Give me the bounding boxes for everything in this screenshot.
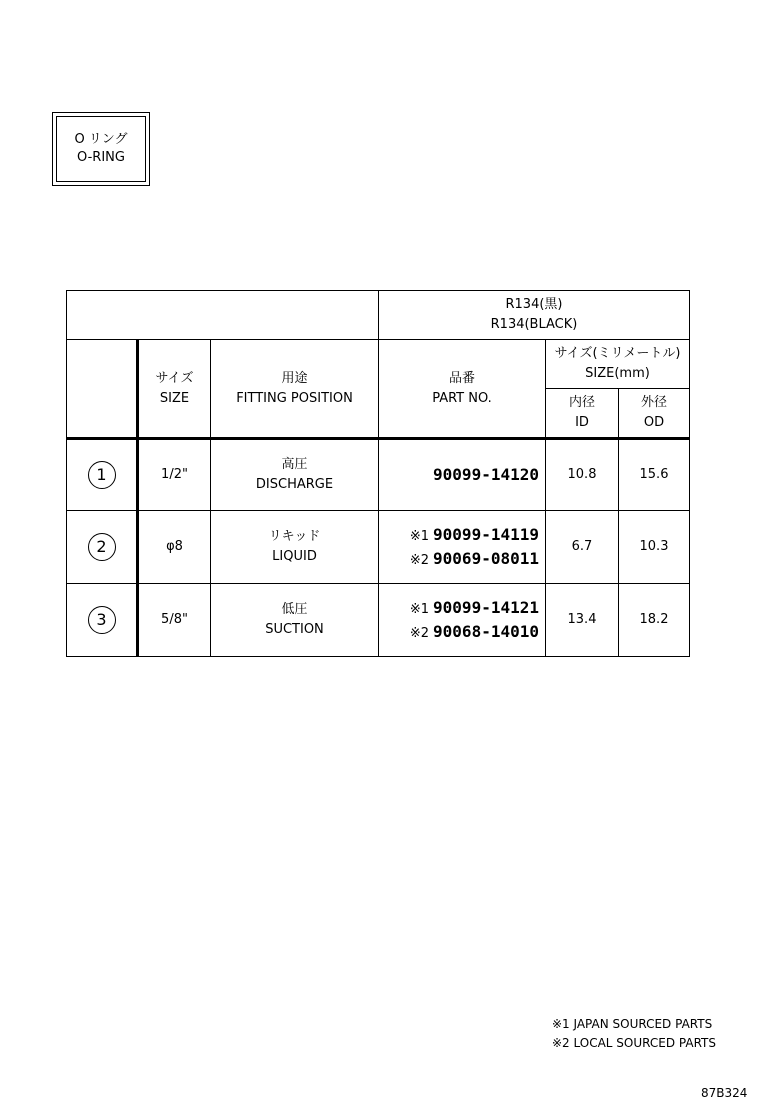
header-size — [139, 340, 210, 437]
od-value: 15.6 — [639, 467, 669, 482]
part-number-line — [410, 620, 539, 644]
od-en: OD — [643, 415, 665, 430]
source-mark: ※1 — [409, 602, 430, 617]
fitting-jp-value: リキッド — [268, 529, 321, 544]
row-3-id — [546, 584, 618, 656]
row-3-part — [379, 584, 545, 656]
footnote-1: ※1 JAPAN SOURCED PARTS — [552, 1017, 713, 1031]
part-en: PART NO. — [432, 390, 492, 406]
size-value: φ8 — [166, 539, 183, 554]
od-jp: 外径 — [640, 395, 667, 410]
footnote-2: ※2 LOCAL SOURCED PARTS — [552, 1036, 716, 1050]
row-3-size — [139, 584, 210, 656]
id-value: 13.4 — [567, 612, 597, 627]
row-2-od — [619, 511, 689, 583]
size-jp: サイズ — [155, 370, 194, 386]
row-1-od — [619, 440, 689, 510]
parts-table — [66, 290, 690, 657]
od-value: 18.2 — [639, 612, 669, 627]
row-1-index — [67, 440, 136, 510]
part-number-line — [410, 547, 539, 571]
row-3-index — [67, 584, 136, 656]
part-number-line — [410, 523, 539, 547]
header-od — [619, 389, 689, 437]
id-value: 6.7 — [571, 539, 593, 554]
id-value: 10.8 — [567, 467, 597, 482]
row-1-fitting — [211, 440, 378, 510]
header-id — [546, 389, 618, 437]
id-jp: 内径 — [568, 395, 595, 410]
part-number: 90068-14010 — [433, 622, 539, 641]
row-1-id — [546, 440, 618, 510]
source-mark: ※2 — [409, 626, 430, 641]
row-2-part — [379, 511, 545, 583]
header-size-mm — [546, 340, 689, 388]
size-value: 1/2" — [161, 467, 188, 482]
refrigerant-jp: R134(黒) — [505, 297, 563, 312]
title-box — [52, 112, 150, 186]
circled-number: 2 — [88, 533, 116, 561]
row-3-od — [619, 584, 689, 656]
row-3-fitting — [211, 584, 378, 656]
source-mark: ※2 — [409, 553, 430, 568]
size-mm-en: SIZE(mm) — [585, 366, 650, 381]
footnotes — [552, 1015, 716, 1053]
title-jp: O リング — [74, 132, 128, 147]
size-en: SIZE — [159, 390, 190, 406]
circled-number: 3 — [88, 606, 116, 634]
fitting-jp-value: 低圧 — [281, 602, 308, 617]
fitting-en-value: SUCTION — [265, 622, 324, 637]
size-value: 5/8" — [161, 612, 188, 627]
part-number-line — [410, 596, 539, 620]
id-en: ID — [575, 415, 589, 430]
row-2-index — [67, 511, 136, 583]
fitting-jp-value: 高圧 — [281, 457, 308, 472]
part-number: 90069-08011 — [433, 549, 539, 568]
fitting-en-value: DISCHARGE — [255, 477, 334, 492]
header-fitting — [211, 340, 378, 437]
fitting-en-value: LIQUID — [272, 549, 317, 564]
row-2-fitting — [211, 511, 378, 583]
fitting-jp: 用途 — [281, 370, 308, 386]
row-2-id — [546, 511, 618, 583]
source-mark: ※1 — [409, 529, 430, 544]
header-refrigerant — [379, 291, 689, 339]
fitting-en: FITTING POSITION — [236, 390, 353, 406]
part-jp: 品番 — [448, 370, 475, 386]
title-en: O-RING — [77, 150, 125, 165]
row-1-size — [139, 440, 210, 510]
part-number-line — [433, 463, 539, 487]
size-mm-jp: サイズ(ミリメートル) — [554, 346, 681, 361]
title-inner — [56, 116, 146, 182]
row-2-size — [139, 511, 210, 583]
od-value: 10.3 — [639, 539, 669, 554]
refrigerant-en: R134(BLACK) — [490, 317, 578, 332]
part-number: 90099-14121 — [433, 598, 539, 617]
header-part-no — [379, 340, 545, 437]
part-number: 90099-14119 — [433, 525, 539, 544]
part-number: 90099-14120 — [433, 465, 539, 484]
drawing-code: 87B324 — [701, 1086, 748, 1100]
circled-number: 1 — [88, 461, 116, 489]
row-1-part — [379, 440, 545, 510]
